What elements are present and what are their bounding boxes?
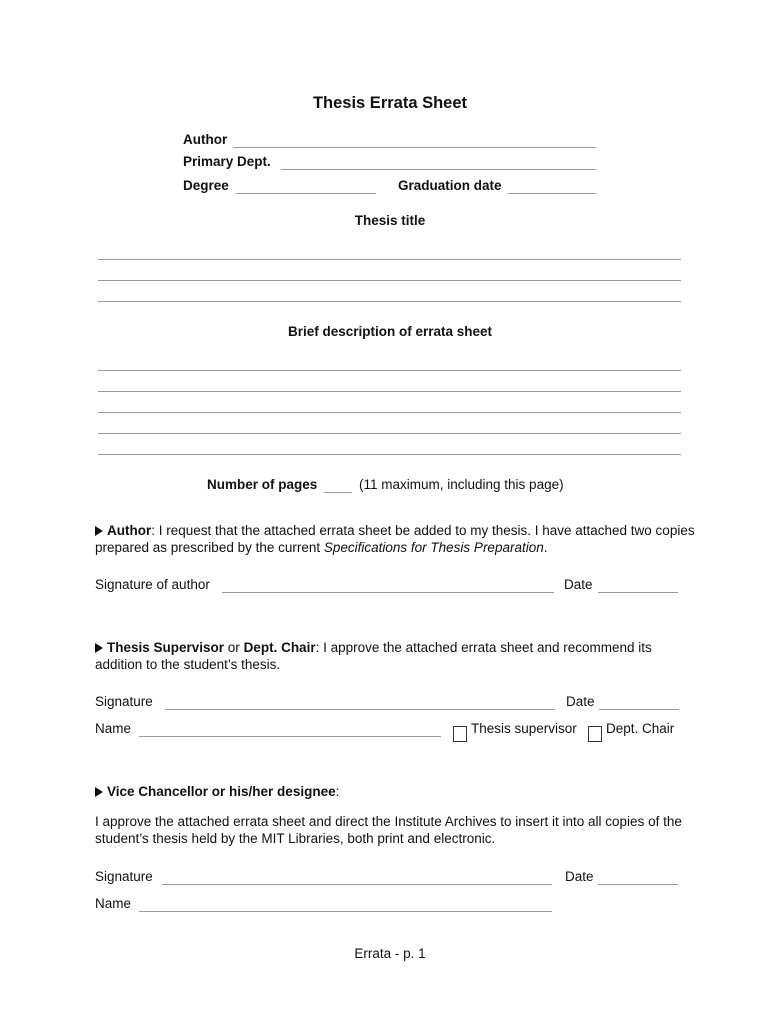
description-line-5[interactable] [98,440,681,455]
description-line-4[interactable] [98,419,681,434]
number-of-pages-note: (11 maximum, including this page) [359,477,564,492]
author-field[interactable] [233,133,596,148]
vc-name-field[interactable] [139,897,552,912]
supervisor-name-label: Name [95,721,132,736]
or-text: or [224,640,244,655]
supervisor-name-field[interactable] [139,722,441,737]
vc-date-label: Date [565,869,594,884]
triangle-bullet-icon [95,643,103,653]
vc-signature-label: Signature [95,869,153,884]
author-label: Author [183,132,228,147]
thesis-title-line-3[interactable] [98,287,681,302]
dept-chair-checkbox[interactable] [588,726,602,742]
author-date-label: Date [564,577,593,592]
vc-bullet-label: Vice Chancellor or his/her designee [107,784,336,799]
supervisor-date-label: Date [566,694,595,709]
supervisor-statement [95,639,695,673]
graduation-date-field[interactable] [508,179,596,194]
thesis-supervisor-checkbox[interactable] [453,726,467,742]
degree-label: Degree [183,178,229,193]
thesis-title-line-2[interactable] [98,266,681,281]
page-footer: Errata - p. 1 [354,946,426,961]
number-of-pages-label: Number of pages [207,477,318,492]
vc-signature-field[interactable] [162,870,552,885]
dept-chair-bullet-label: Dept. Chair [243,640,316,655]
thesis-supervisor-bullet-label: Thesis Supervisor [107,640,225,655]
vc-name-label: Name [95,896,132,911]
vc-colon: : [335,784,340,799]
specifications-title: Specifications for Thesis Preparation [323,540,544,555]
page-title: Thesis Errata Sheet [312,94,468,112]
dept-chair-checkbox-label: Dept. Chair [606,721,675,736]
signature-of-author-label: Signature of author [95,577,210,592]
primary-dept-field[interactable] [281,155,596,170]
signature-of-author-field[interactable] [222,578,554,593]
description-line-1[interactable] [98,356,681,371]
thesis-title-line-1[interactable] [98,245,681,260]
author-statement [95,522,695,556]
thesis-title-heading: Thesis title [354,213,426,228]
graduation-date-label: Graduation date [398,178,502,193]
degree-field[interactable] [236,179,376,194]
triangle-bullet-icon [95,787,103,797]
supervisor-statement-text: : I approve the attached errata sheet and recommend its addition to the student’s thesis. [95,640,652,672]
vc-heading [95,784,339,799]
author-bullet-label: Author [107,523,152,538]
description-heading: Brief description of errata sheet [287,324,493,339]
supervisor-signature-field[interactable] [165,695,555,710]
supervisor-date-field[interactable] [599,695,679,710]
author-date-field[interactable] [598,578,678,593]
number-of-pages-field[interactable] [324,478,352,493]
vc-statement: I approve the attached errata sheet and direct the Institute Archives to insert it into all copies of the student’s thesis held by the MIT Libraries, both print and electronic. [95,814,682,846]
author-statement-text: : I request that the attached errata sheet be added to my thesis. I have attached two copies prepared as prescribed by the current [95,523,695,555]
description-line-3[interactable] [98,398,681,413]
description-line-2[interactable] [98,377,681,392]
vc-date-field[interactable] [598,870,678,885]
author-statement-end: . [543,540,548,555]
primary-dept-label: Primary Dept. [183,154,271,169]
thesis-supervisor-checkbox-label: Thesis supervisor [471,721,577,736]
supervisor-signature-label: Signature [95,694,153,709]
triangle-bullet-icon [95,526,103,536]
